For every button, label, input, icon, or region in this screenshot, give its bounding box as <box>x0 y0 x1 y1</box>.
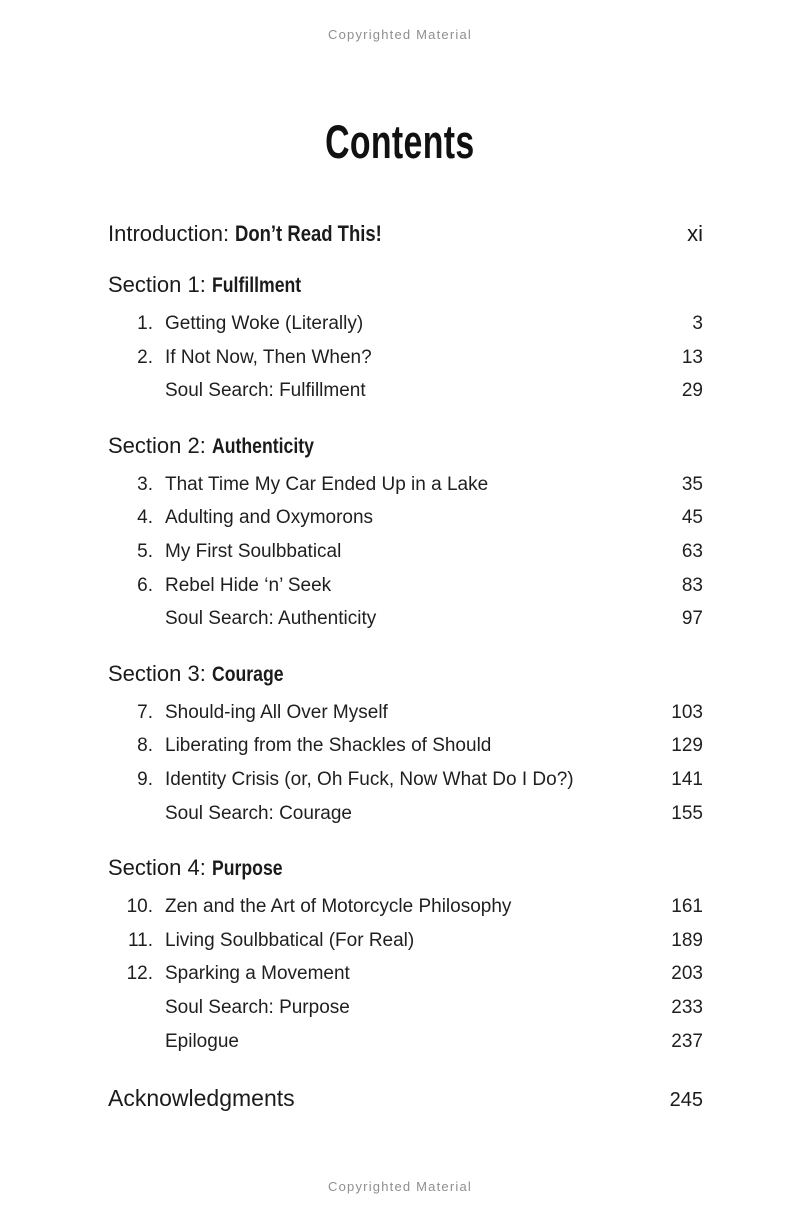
intro-label <box>108 221 675 247</box>
entry-title: Soul Search: Purpose <box>165 996 350 1018</box>
entry-title: My First Soulbbatical <box>165 540 342 562</box>
entry-page: 233 <box>671 996 703 1018</box>
entry-title: Soul Search: Authenticity <box>165 608 377 630</box>
section-entries <box>108 468 703 636</box>
toc-entry <box>108 729 703 763</box>
intro-prefix: Introduction: <box>108 221 230 246</box>
entry-number: 1. <box>137 313 153 334</box>
entry-page: 3 <box>692 313 703 334</box>
toc-entry <box>108 341 703 375</box>
toc-section <box>108 431 703 636</box>
entry-title: Identity Crisis (or, Oh Fuck, Now What Do I Do?) <box>165 768 574 790</box>
entry-title: Adulting and Oxymorons <box>165 507 374 529</box>
entry-page: 237 <box>671 1030 703 1052</box>
entry-number: 10. <box>126 896 153 918</box>
entry-page: 155 <box>671 802 703 824</box>
section-entries <box>108 307 703 408</box>
table-of-contents <box>108 221 703 1112</box>
entry-page: 103 <box>671 701 703 723</box>
entry-page: 129 <box>671 735 703 757</box>
entry-title: Getting Woke (Literally) <box>165 313 364 334</box>
entry-title: Sparking a Movement <box>165 963 350 985</box>
page-title-text: Contents <box>325 115 475 168</box>
entry-title: Living Soulbbatical (For Real) <box>165 929 415 951</box>
entry-page: 161 <box>671 896 703 918</box>
entry-title: Should-ing All Over Myself <box>165 701 388 723</box>
section-heading <box>108 431 703 462</box>
entry-number: 6. <box>137 574 153 596</box>
entry-title: Epilogue <box>165 1030 239 1052</box>
section-name: Authenticity <box>211 434 314 458</box>
toc-entry <box>108 763 703 797</box>
section-label: Section 3: <box>108 660 206 686</box>
section-name: Purpose <box>211 857 283 881</box>
entry-number: 12. <box>126 963 153 985</box>
section-entries <box>108 696 703 830</box>
entry-page: 203 <box>671 963 703 985</box>
section-heading <box>108 270 703 301</box>
entry-number: 5. <box>137 540 153 562</box>
entry-title: Liberating from the Shackles of Should <box>165 735 492 757</box>
entry-page: 97 <box>681 608 703 630</box>
toc-entry <box>108 890 703 924</box>
entry-title: Zen and the Art of Motorcycle Philosophy <box>165 896 512 918</box>
entry-number: 4. <box>137 507 153 529</box>
acknowledgments-page-number: 245 <box>669 1089 703 1112</box>
entry-title: That Time My Car Ended Up in a Lake <box>165 473 489 495</box>
toc-section <box>108 659 703 830</box>
toc-section <box>108 270 703 408</box>
section-label: Section 4: <box>108 855 206 881</box>
entry-page: 63 <box>681 540 703 562</box>
toc-entry <box>108 501 703 535</box>
toc-intro-row <box>108 221 703 247</box>
entry-title: Rebel Hide ‘n’ Seek <box>165 574 332 596</box>
entry-page: 29 <box>681 380 703 402</box>
intro-page-number: xi <box>687 221 703 246</box>
intro-title: Don’t Read This! <box>235 221 383 246</box>
entry-page: 45 <box>681 507 703 529</box>
section-name: Courage <box>211 662 284 686</box>
entry-title: If Not Now, Then When? <box>165 346 372 368</box>
page-title <box>0 115 800 168</box>
toc-entry <box>108 374 703 408</box>
entry-number: 11. <box>127 929 153 951</box>
toc-entry <box>108 569 703 603</box>
section-label: Section 2: <box>108 432 206 458</box>
toc-section <box>108 853 703 1058</box>
section-heading <box>108 659 703 690</box>
entry-page: 83 <box>681 574 703 596</box>
section-entries <box>108 890 703 1058</box>
entry-title: Soul Search: Courage <box>165 802 352 824</box>
copyright-notice-top: Copyrighted Material <box>328 27 472 42</box>
entry-number: 8. <box>137 735 153 757</box>
toc-entry <box>108 797 703 831</box>
entry-page: 13 <box>681 346 703 368</box>
entry-page: 35 <box>681 473 703 495</box>
acknowledgments-row <box>108 1085 703 1112</box>
section-label: Section 1: <box>108 272 206 297</box>
copyright-notice-bottom: Copyrighted Material <box>328 1179 472 1194</box>
toc-entry <box>108 924 703 958</box>
acknowledgments-title: Acknowledgments <box>108 1085 295 1112</box>
toc-entry <box>108 307 703 341</box>
entry-title: Soul Search: Fulfillment <box>165 380 366 402</box>
toc-entry <box>108 696 703 730</box>
toc-entry <box>108 1025 703 1059</box>
entry-number: 3. <box>137 473 153 495</box>
entry-number: 9. <box>137 768 153 790</box>
toc-entry <box>108 535 703 569</box>
toc-entry <box>108 991 703 1025</box>
section-name: Fulfillment <box>211 274 302 297</box>
entry-page: 141 <box>671 768 703 790</box>
entry-page: 189 <box>671 929 703 951</box>
toc-sections <box>108 270 703 1058</box>
entry-number: 2. <box>137 346 153 368</box>
toc-entry <box>108 602 703 636</box>
toc-entry <box>108 468 703 502</box>
section-heading <box>108 853 703 884</box>
toc-entry <box>108 957 703 991</box>
entry-number: 7. <box>137 701 153 723</box>
